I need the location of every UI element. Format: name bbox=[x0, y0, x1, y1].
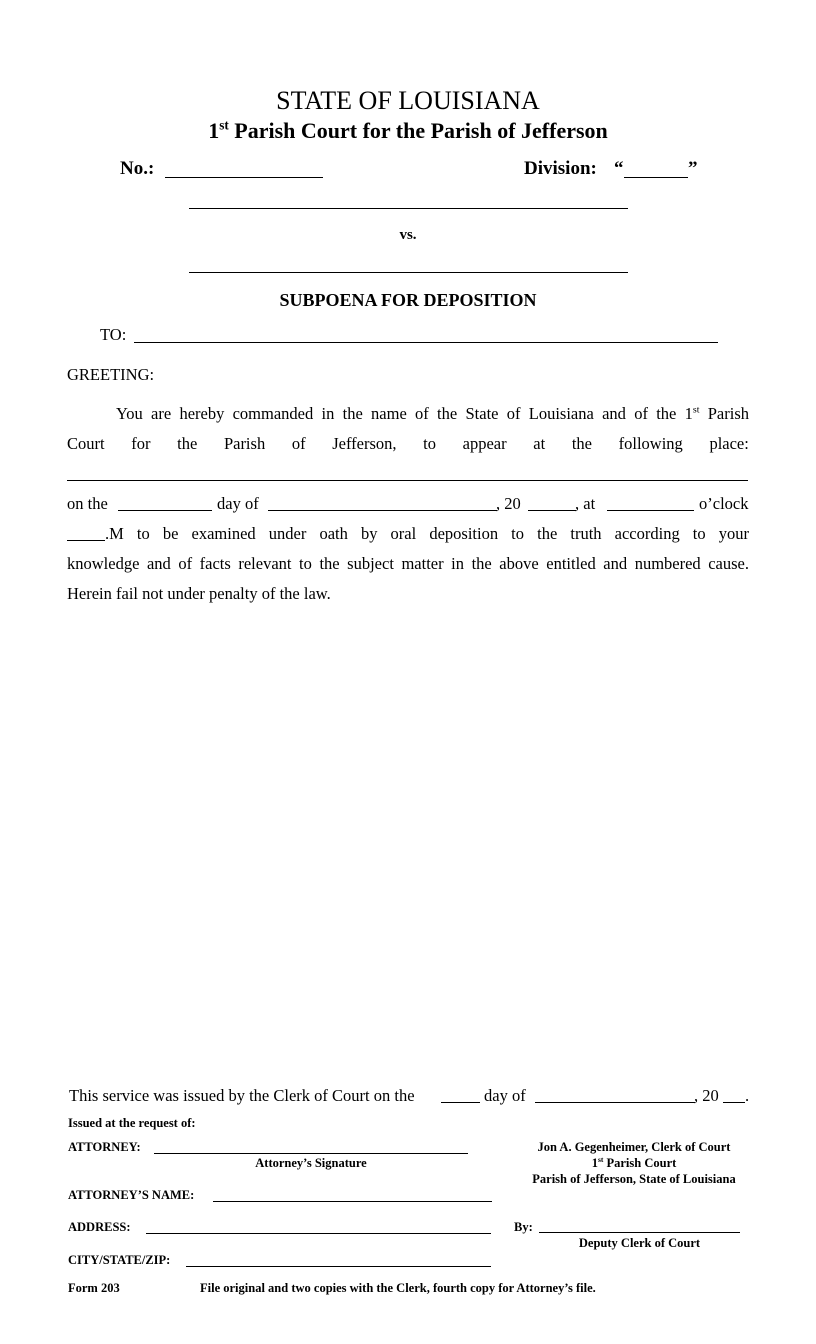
word: of bbox=[291, 434, 306, 453]
service-day-field[interactable] bbox=[441, 1102, 480, 1103]
versus-label: vs. bbox=[399, 227, 417, 243]
word: Court bbox=[67, 434, 105, 453]
division-open-quote: “ bbox=[614, 158, 624, 179]
attorney-label: ATTORNEY: bbox=[68, 1140, 141, 1154]
clerk-court: 1st Parish Court bbox=[591, 1154, 677, 1170]
attorney-signature-field[interactable] bbox=[154, 1153, 468, 1154]
service-text: This service was issued by the Clerk of Court on the bbox=[69, 1086, 415, 1105]
court-name: 1st Parish Court for the Parish of Jefferson bbox=[208, 117, 608, 143]
day-field[interactable] bbox=[118, 510, 212, 511]
word: Parish bbox=[223, 434, 266, 453]
word: following bbox=[618, 434, 683, 453]
oclock-label: o’clock bbox=[699, 494, 749, 513]
ampm-field[interactable] bbox=[67, 540, 105, 541]
issued-at-label: Issued at the request of: bbox=[68, 1116, 196, 1130]
place-field[interactable] bbox=[67, 480, 748, 481]
attorney-name-label: ATTORNEY’S NAME: bbox=[68, 1188, 195, 1202]
document-title: SUBPOENA FOR DEPOSITION bbox=[279, 290, 537, 310]
clerk-parish: Parish of Jefferson, State of Louisiana bbox=[532, 1172, 736, 1186]
attorney-name-field[interactable] bbox=[213, 1201, 492, 1202]
at-label: , at bbox=[575, 494, 596, 513]
form-number: Form 203 bbox=[68, 1281, 120, 1295]
word: the bbox=[571, 434, 592, 453]
day-of-label: day of bbox=[217, 494, 259, 513]
by-label: By: bbox=[514, 1220, 533, 1234]
deputy-caption: Deputy Clerk of Court bbox=[578, 1236, 701, 1250]
command-line-2 bbox=[67, 434, 749, 454]
clerk-name: Jon A. Gegenheimer, Clerk of Court bbox=[537, 1140, 731, 1154]
month-field[interactable] bbox=[268, 510, 497, 511]
deposition-line-4: Herein fail not under penalty of the law. bbox=[67, 584, 331, 603]
service-year-field[interactable] bbox=[723, 1102, 745, 1103]
plaintiff-field[interactable] bbox=[189, 208, 628, 209]
deputy-signature-field[interactable] bbox=[539, 1232, 740, 1233]
word: Jefferson, bbox=[332, 434, 397, 453]
filing-note: File original and two copies with the Clerk, fourth copy for Attorney’s file. bbox=[200, 1281, 596, 1295]
attorney-signature-caption: Attorney’s Signature bbox=[255, 1156, 367, 1170]
time-field[interactable] bbox=[607, 510, 694, 511]
word: for bbox=[131, 434, 151, 453]
case-number-label: No.: bbox=[120, 158, 155, 179]
city-state-zip-label: CITY/STATE/ZIP: bbox=[68, 1253, 171, 1267]
word: place: bbox=[709, 434, 749, 453]
division-label: Division: bbox=[524, 158, 597, 179]
on-the-label: on the bbox=[67, 494, 108, 513]
case-number-field[interactable] bbox=[165, 177, 323, 178]
to-label: TO: bbox=[100, 325, 127, 344]
word: at bbox=[533, 434, 546, 453]
word: appear bbox=[462, 434, 507, 453]
division-close-quote: ” bbox=[688, 158, 698, 179]
address-label: ADDRESS: bbox=[68, 1220, 131, 1234]
division-field[interactable] bbox=[624, 177, 688, 178]
greeting: GREETING: bbox=[67, 365, 155, 384]
word: the bbox=[177, 434, 198, 453]
word: to bbox=[423, 434, 437, 453]
city-state-zip-field[interactable] bbox=[186, 1266, 491, 1267]
defendant-field[interactable] bbox=[189, 272, 628, 273]
to-field[interactable] bbox=[134, 342, 718, 343]
address-field[interactable] bbox=[146, 1233, 491, 1234]
service-period: . bbox=[745, 1086, 750, 1105]
service-year-label: , 20 bbox=[694, 1086, 719, 1105]
command-line-1: You are hereby commanded in the name of the State of Louisiana and of the 1st Parish bbox=[116, 404, 750, 423]
page-title: STATE OF LOUISIANA bbox=[276, 86, 540, 115]
deposition-line-3: knowledge and of facts relevant to the subject matter in the above entitled and numbered cause. bbox=[67, 554, 749, 573]
deposition-line-2: .M to be examined under oath by oral deposition to the truth according to your bbox=[105, 524, 749, 543]
year-label: , 20 bbox=[496, 494, 521, 513]
year-field[interactable] bbox=[528, 510, 576, 511]
service-day-label: day of bbox=[484, 1086, 526, 1105]
service-month-field[interactable] bbox=[535, 1102, 695, 1103]
